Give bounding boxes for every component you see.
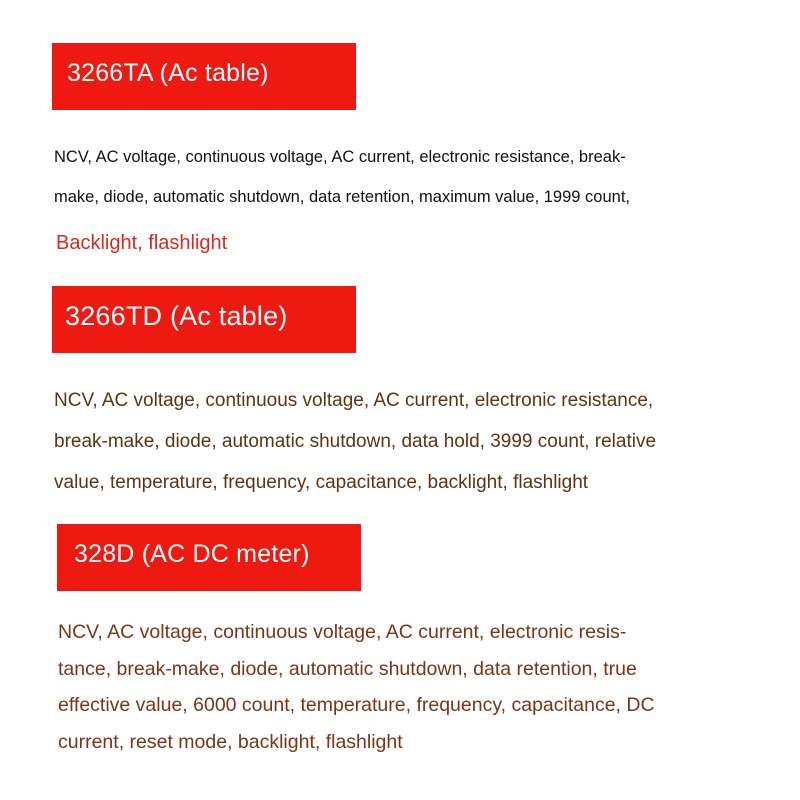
model-328d-title: 328D (AC DC meter) [74,540,310,568]
feature-line: tance, break-make, diode, automatic shutdown, data retention, true [58,657,637,680]
model-328d-features [58,614,655,760]
feature-line: break-make, diode, automatic shutdown, data hold, 3999 count, relative [54,431,657,452]
feature-line: current, reset mode, backlight, flashlight [58,730,403,753]
feature-line: NCV, AC voltage, continuous voltage, AC current, electronic resistance, break- [54,148,626,166]
feature-highlight: Backlight, flashlight [56,232,228,254]
model-3266td-title: 3266TD (Ac table) [65,301,288,331]
model-3266ta-title: 3266TA (Ac table) [67,59,269,87]
model-3266ta-highlight [56,228,227,258]
model-3266ta-features [54,137,630,217]
feature-line: NCV, AC voltage, continuous voltage, AC current, electronic resis- [58,621,627,643]
model-3266td-features [54,380,656,503]
model-328d-title-banner [57,524,361,591]
model-3266td-title-banner [52,286,356,353]
model-3266ta-title-banner [52,43,356,110]
feature-line: effective value, 6000 count, temperature, frequency, capacitance, DC [58,694,655,716]
feature-line: value, temperature, frequency, capacitance, backlight, flashlight [54,472,589,493]
feature-line: make, diode, automatic shutdown, data retention, maximum value, 1999 count, [54,188,630,206]
feature-line: NCV, AC voltage, continuous voltage, AC current, electronic resistance, [54,390,654,411]
